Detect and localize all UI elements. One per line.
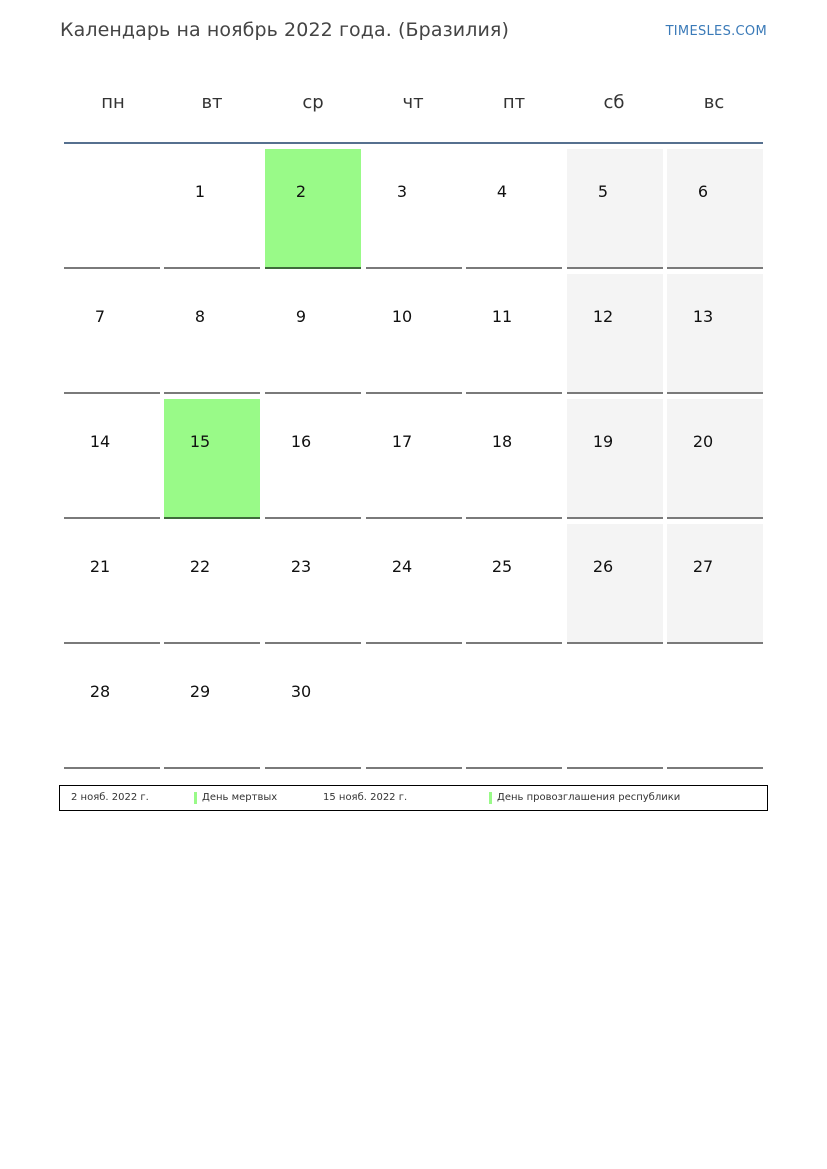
day-cell-12[interactable] — [567, 274, 663, 394]
day-cell-14[interactable] — [64, 399, 160, 519]
day-cell-5[interactable] — [567, 149, 663, 269]
day-cell-20[interactable] — [667, 399, 763, 519]
weekday-header — [63, 92, 764, 116]
brand-link[interactable]: TIMESLES.COM — [665, 24, 767, 39]
day-cell-22[interactable] — [164, 524, 260, 644]
day-number: 26 — [592, 557, 614, 576]
empty-day-cell — [366, 649, 462, 769]
legend-swatch-2 — [489, 792, 492, 804]
page-title: Календарь на ноябрь 2022 года. (Бразилия) — [60, 19, 509, 41]
weekday-thu: чт — [402, 92, 424, 113]
day-number: 8 — [194, 307, 206, 326]
day-cell-7[interactable] — [64, 274, 160, 394]
legend-date-1: 2 нояб. 2022 г. — [71, 792, 149, 803]
day-number: 30 — [290, 682, 312, 701]
header-divider — [64, 142, 763, 144]
day-cell-21[interactable] — [64, 524, 160, 644]
day-cell-6[interactable] — [667, 149, 763, 269]
day-number: 9 — [295, 307, 307, 326]
empty-day-cell — [466, 649, 562, 769]
day-cell-28[interactable] — [64, 649, 160, 769]
legend-name-2: День провозглашения республики — [497, 792, 681, 803]
day-number: 27 — [692, 557, 714, 576]
day-number: 25 — [491, 557, 513, 576]
day-cell-23[interactable] — [265, 524, 361, 644]
day-cell-8[interactable] — [164, 274, 260, 394]
day-cell-26[interactable] — [567, 524, 663, 644]
day-cell-27[interactable] — [667, 524, 763, 644]
day-cell-30[interactable] — [265, 649, 361, 769]
empty-day-cell — [667, 649, 763, 769]
day-cell-17[interactable] — [366, 399, 462, 519]
day-number: 18 — [491, 432, 513, 451]
day-number: 22 — [189, 557, 211, 576]
day-cell-13[interactable] — [667, 274, 763, 394]
day-cell-4[interactable] — [466, 149, 562, 269]
day-cell-29[interactable] — [164, 649, 260, 769]
weekday-wed: ср — [302, 92, 324, 113]
day-number: 15 — [189, 432, 211, 451]
day-number: 23 — [290, 557, 312, 576]
day-number: 28 — [89, 682, 111, 701]
legend-name-1: День мертвых — [202, 792, 278, 803]
day-cell-16[interactable] — [265, 399, 361, 519]
day-number: 16 — [290, 432, 312, 451]
day-number: 6 — [697, 182, 709, 201]
holiday-legend — [59, 785, 768, 811]
day-number: 17 — [391, 432, 413, 451]
empty-day-cell — [64, 149, 160, 269]
day-number: 7 — [94, 307, 106, 326]
legend-swatch-1 — [194, 792, 197, 804]
empty-day-cell — [567, 649, 663, 769]
day-number: 5 — [597, 182, 609, 201]
day-number: 14 — [89, 432, 111, 451]
day-cell-15[interactable] — [164, 399, 260, 519]
day-cell-11[interactable] — [466, 274, 562, 394]
day-number: 4 — [496, 182, 508, 201]
weekday-sat: сб — [603, 92, 625, 113]
day-number: 29 — [189, 682, 211, 701]
day-cell-19[interactable] — [567, 399, 663, 519]
day-number: 12 — [592, 307, 614, 326]
day-number: 24 — [391, 557, 413, 576]
day-number: 1 — [194, 182, 206, 201]
day-number: 19 — [592, 432, 614, 451]
day-number: 13 — [692, 307, 714, 326]
day-number: 20 — [692, 432, 714, 451]
weekday-mon: пн — [101, 92, 125, 113]
day-cell-2[interactable] — [265, 149, 361, 269]
weekday-fri: пт — [502, 92, 526, 113]
weekday-tue: вт — [201, 92, 223, 113]
day-number: 3 — [396, 182, 408, 201]
day-number: 2 — [295, 182, 307, 201]
day-number: 11 — [491, 307, 513, 326]
day-number: 21 — [89, 557, 111, 576]
day-cell-1[interactable] — [164, 149, 260, 269]
day-cell-18[interactable] — [466, 399, 562, 519]
day-cell-9[interactable] — [265, 274, 361, 394]
day-cell-25[interactable] — [466, 524, 562, 644]
day-cell-3[interactable] — [366, 149, 462, 269]
day-number: 10 — [391, 307, 413, 326]
legend-date-2: 15 нояб. 2022 г. — [323, 792, 408, 803]
day-cell-10[interactable] — [366, 274, 462, 394]
day-cell-24[interactable] — [366, 524, 462, 644]
weekday-sun: вс — [703, 92, 725, 113]
